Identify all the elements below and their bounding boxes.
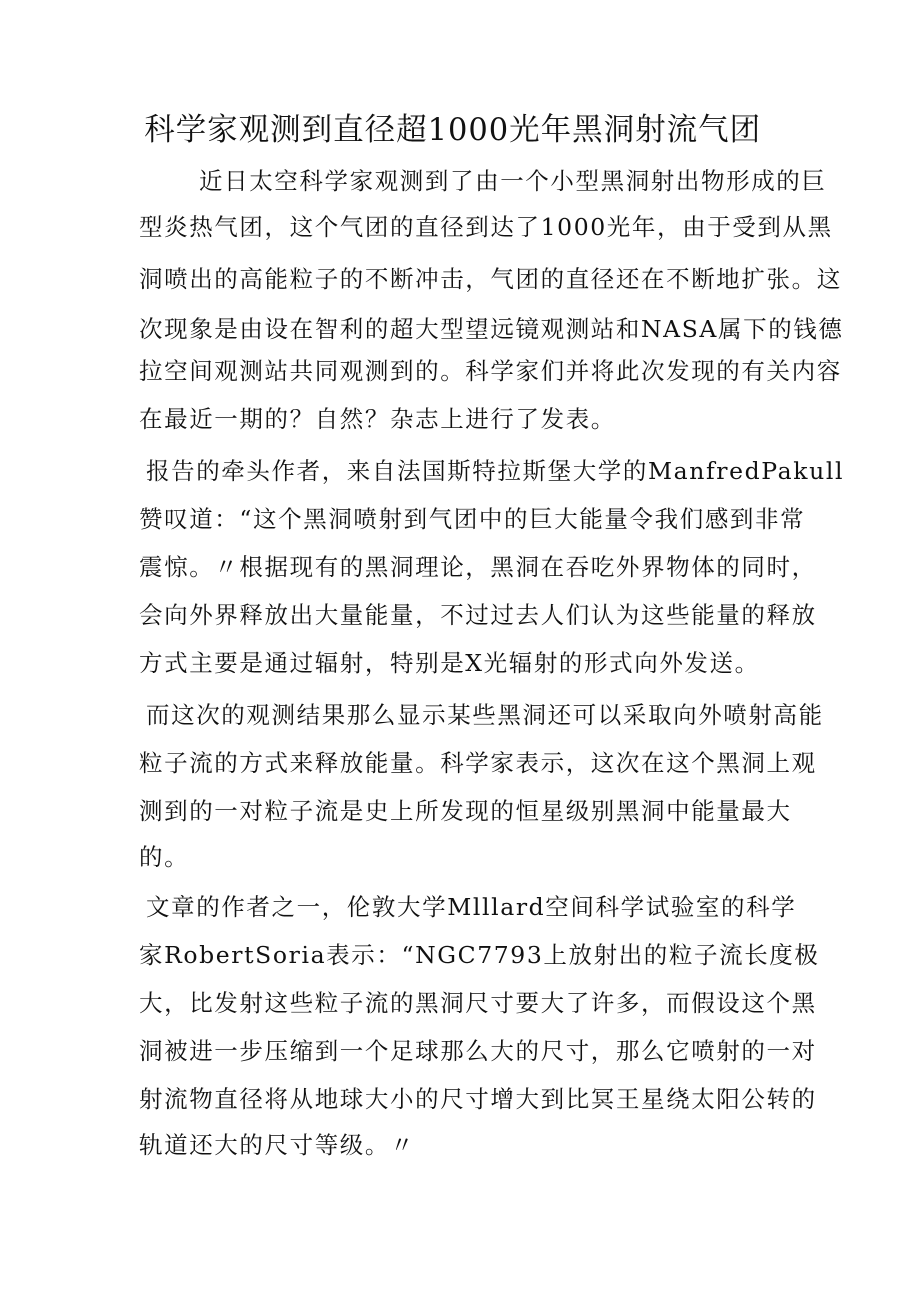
paragraph-1-line-4: 次现象是由设在智利的超大型望远镜观测站和NASA属下的钱德 (139, 315, 844, 343)
paragraph-2-line-2: 赞叹道：“这个黑洞喷射到气团中的巨大能量令我们感到非常 (139, 505, 806, 533)
paragraph-1-line-5: 拉空间观测站共同观测到的。科学家们并将此次发现的有关内容 (139, 357, 842, 385)
paragraph-2-line-4: 会向外界释放出大量能量，不过过去人们认为这些能量的释放 (139, 601, 817, 629)
paragraph-2-line-5: 方式主要是通过辐射，特别是X光辐射的形式向外发送。 (139, 649, 760, 677)
paragraph-3-line-1: 而这次的观测结果那么显示某些黑洞还可以采取向外喷射高能 (146, 701, 824, 729)
paragraph-1-line-2: 型炎热气团，这个气团的直径到达了1000光年，由于受到从黑 (139, 213, 833, 241)
paragraph-4-line-3: 大，比发射这些粒子流的黑洞尺寸要大了许多，而假设这个黑 (139, 989, 817, 1017)
paragraph-1-line-6: 在最近一期的？自然？杂志上进行了发表。 (139, 405, 616, 433)
paragraph-2-line-3: 震惊。〃根据现有的黑洞理论，黑洞在吞吃外界物体的同时， (139, 553, 817, 581)
paragraph-1-line-1: 近日太空科学家观测到了由一个小型黑洞射出物形成的巨 (199, 167, 827, 195)
paragraph-2-line-1: 报告的牵头作者，来自法国斯特拉斯堡大学的ManfredPakull (146, 457, 845, 485)
paragraph-4-line-2: 家RobertSoria表示：“NGC7793上放射出的粒子流长度极 (139, 941, 820, 969)
paragraph-3-line-3: 测到的一对粒子流是史上所发现的恒星级别黑洞中能量最大 (139, 797, 792, 825)
paragraph-4-line-5: 射流物直径将从地球大小的尺寸增大到比冥王星绕太阳公转的 (139, 1085, 817, 1113)
document-title: 科学家观测到直径超1000光年黑洞射流气团 (144, 112, 762, 148)
paragraph-4-line-1: 文章的作者之一，伦敦大学Mlllard空间科学试验室的科学 (146, 893, 797, 921)
paragraph-3-line-4: 的。 (139, 843, 190, 871)
paragraph-1-line-3: 洞喷出的高能粒子的不断冲击，气团的直径还在不断地扩张。这 (139, 265, 842, 293)
paragraph-3-line-2: 粒子流的方式来释放能量。科学家表示，这次在这个黑洞上观 (139, 749, 817, 777)
paragraph-4-line-4: 洞被进一步压缩到一个足球那么大的尺寸，那么它喷射的一对 (139, 1037, 817, 1065)
paragraph-4-line-6: 轨道还大的尺寸等级。〃 (139, 1131, 416, 1159)
